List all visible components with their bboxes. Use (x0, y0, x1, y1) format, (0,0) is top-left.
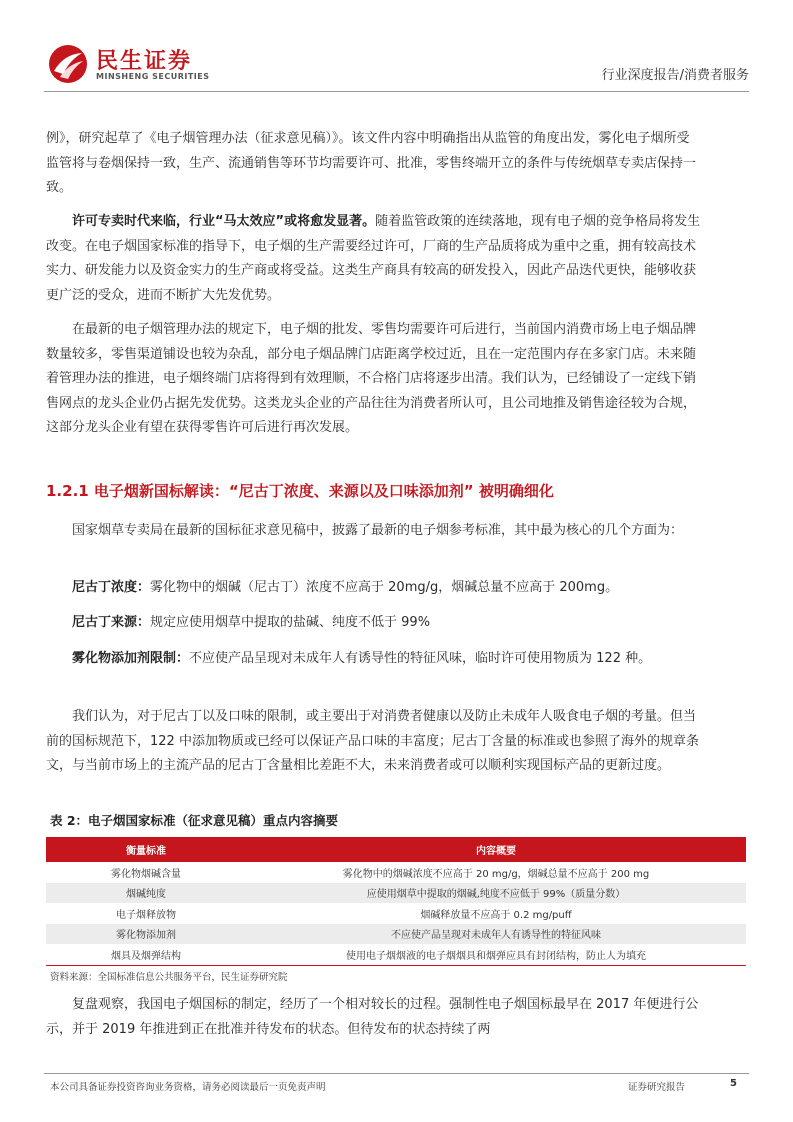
paragraph-8: 我们认为，对于尼古丁以及口味的限制，或主要出于对消费者健康以及防止未成年人吸食电子烟的考量。但当前的国标规范下，122 中添加物质或已经可以保证产品口味的丰富度；尼古丁含量的标准或也参照了海外的规章条文，与当前市场上的主流产品的尼古丁含量相比差距不大，未来消费者或可以顺利实现国标产品的更新过度。 (46, 709, 699, 773)
table-header-cell: 衡量标准 (46, 837, 246, 862)
table-title: 表 2：电子烟国家标准（征求意见稿）重点内容摘要 (50, 813, 339, 828)
paragraph-6 (46, 611, 702, 636)
table-cell: 不应使产品呈现对未成年人有诱导性的特征风味 (246, 924, 746, 945)
paragraph-4: 国家烟草专卖局在最新的国标征求意见稿中，披露了最新的电子烟参考标准，其中最为核心的几个方面为： (72, 523, 684, 538)
paragraph-2 (46, 210, 702, 308)
page-number: 5 (730, 1078, 737, 1089)
section-heading: 1.2.1 电子烟新国标解读：“尼古丁浓度、来源以及口味添加剂” 被明确细化 (46, 482, 554, 500)
paragraph-3: 在最新的电子烟管理办法的规定下，电子烟的批发、零售均需要许可后进行，当前国内消费市场上电子烟品牌数量较多，零售渠道铺设也较为杂乱，部分电子烟品牌门店距离学校过近，且在一定范围内存在多家门店。未来随着管理办法的推进，电子烟终端门店将得到有效理顺，不合格门店将逐步出清。我们认为，已经铺设了一定线下销售网点的龙头企业仍占据先发优势。这类龙头企业的产品往往为消费者所认可，且公司地推及销售途径较为合规，这部分龙头企业有望在获得零售许可后进行再次发展。 (46, 322, 697, 435)
paragraph-2-lead: 许可专卖时代来临，行业“马太效应”或将愈发显著。 (72, 214, 376, 229)
paragraph-7-lead: 雾化物添加剂限制： (72, 651, 190, 666)
table-cell: 雾化物中的烟碱浓度不应高于 20 mg/g，烟碱总量不应高于 200 mg (342, 868, 650, 880)
table-cell: 雾化物添加剂 (46, 924, 246, 945)
brand-name-en: MINSHENG SECURITIES (96, 72, 210, 81)
paragraph-6-lead: 尼古丁来源： (72, 615, 151, 630)
table-source: 资料来源：全国标准信息公共服务平台，民生证券研究院 (50, 972, 288, 983)
footer-disclaimer: 本公司具备证券投资咨询业务资格，请务必阅读最后一页免责声明 (50, 1082, 326, 1093)
table-cell: 烟碱释放量不应高于 0.2 mg/puff (420, 909, 572, 921)
table-cell: 烟具及烟弹结构 (46, 944, 246, 965)
brand-name: 民生证券 (96, 49, 193, 74)
table-cell: 烟碱纯度 (46, 883, 246, 904)
standards-table (46, 837, 746, 966)
minsheng-logo-icon (48, 44, 88, 84)
table-header-cell: 内容概要 (246, 837, 746, 862)
paragraph-5-lead: 尼古丁浓度： (72, 580, 151, 595)
table-row (46, 944, 746, 965)
paragraph-7-text: 不应使产品呈现对未成年人有诱导性的特征风味，临时许可使用物质为 122 种。 (189, 651, 652, 666)
report-category: 行业深度报告/消费者服务 (601, 68, 749, 83)
paragraph-2-text: 随着监管政策的连续落地，现有电子烟的竞争格局将发生改变。在电子烟国家标准的指导下，电子烟的生产需要经过许可，厂商的生产品质将成为重中之重，拥有较高技术实力、研发能力以及资金实力的生产商或将受益。这类生产商具有较高的研发投入，因此产品迭代更快，能够收获更广泛的受众，进而不断扩大先发优势。 (46, 214, 701, 303)
table-cell: 电子烟释放物 (116, 909, 176, 921)
paragraph-7 (46, 647, 702, 672)
table-header-row (46, 837, 746, 862)
paragraph-9: 复盘观察，我国电子烟国标的制定，经历了一个相对较长的过程。强制性电子烟国标最早在 2017 年便进行公示，并于 2019 年推进到正在批准并待发布的状态。但待发布的状态持续了两 (46, 997, 699, 1037)
footer-report-type: 证券研究报告 (628, 1082, 686, 1093)
table-cell: 使用电子烟烟液的电子烟烟具和烟弹应具有封闭结构，防止人为填充 (246, 944, 746, 965)
table-cell: 应使用烟草中提取的烟碱,纯度不应低于 99%（质量分数） (246, 883, 746, 904)
paragraph-5-text: 雾化物中的烟碱（尼古丁）浓度不应高于 20mg/g，烟碱总量不应高于 200mg。 (150, 580, 619, 595)
table-cell: 雾化物烟碱含量 (111, 868, 181, 880)
table-row (46, 883, 746, 904)
table-row (46, 862, 746, 883)
table-row (46, 924, 746, 945)
paragraph-1: 例》，研究起草了《电子烟管理办法（征求意见稿）》。该文件内容中明确指出从监管的角度出发，雾化电子烟所受监管将与卷烟保持一致，生产、流通销售等环节均需要许可、批准，零售终端开立的条件与传统烟草专卖店保持一致。 (46, 131, 697, 195)
header-divider (44, 91, 749, 92)
paragraph-6-text: 规定应使用烟草中提取的盐碱、纯度不低于 99% (150, 615, 431, 630)
table-row (46, 903, 746, 924)
footer-divider (44, 1073, 749, 1074)
paragraph-5 (46, 576, 702, 601)
page-header (44, 42, 749, 92)
